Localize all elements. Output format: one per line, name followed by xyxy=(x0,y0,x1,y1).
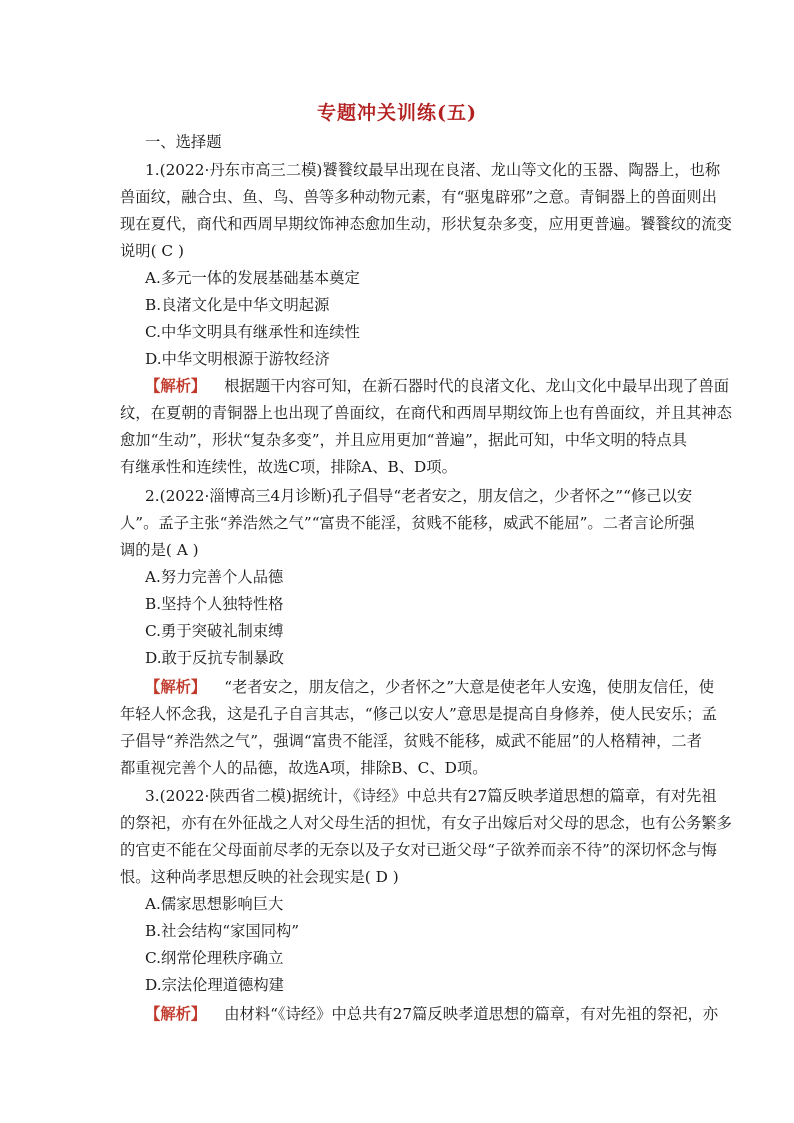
q1-stem-line: 1.(2022·丹东市高三二模)饕餮纹最早出现在良渚、龙山等文化的玉器、陶器上，也称 xyxy=(145,161,721,179)
page-title: 专题冲关训练(五) xyxy=(317,102,477,124)
q2-option: D.敢于反抗专制暴政 xyxy=(145,649,284,667)
q2-option: B.坚持个人独特性格 xyxy=(145,595,284,613)
q1-option: B.良渚文化是中华文明起源 xyxy=(145,296,330,314)
q1-option: D.中华文明根源于游牧经济 xyxy=(145,350,330,368)
q2-analysis-line xyxy=(145,677,714,697)
q1-stem-line: 兽面纹，融合虫、鱼、鸟、兽等多种动物元素，有“驱鬼辟邪”之意。青铜器上的兽面则出 xyxy=(120,188,717,206)
q2-option: C.勇于突破礼制束缚 xyxy=(145,622,284,640)
q3-stem-line: 恨。这种尚孝思想反映的社会现实是( D ) xyxy=(120,868,399,886)
q1-analysis-line xyxy=(145,376,729,396)
analysis-tag: 【 解析 】 xyxy=(145,1005,206,1023)
q3-stem-line: 的祭祀，亦有在外征战之人对父母生活的担忧，有女子出嫁后对父母的思念，也有公务繁多 xyxy=(120,814,732,832)
q3-stem-line: 的官吏不能在父母面前尽孝的无奈以及子女对已逝父母“子欲养而亲不待”的深切怀念与悔 xyxy=(120,841,717,859)
q1-option: C.中华文明具有继承性和连续性 xyxy=(145,323,360,341)
q1-option: A.多元一体的发展基础基本奠定 xyxy=(145,269,360,287)
q2-stem-line: 人”。孟子主张“养浩然之气”“富贵不能淫，贫贱不能移，威武不能屈”。二者言论所强 xyxy=(120,514,695,532)
section-heading: 一、选择题 xyxy=(145,133,222,151)
q1-analysis-line: 有继承性和连续性，故选C项，排除A、B、D项。 xyxy=(120,458,457,476)
q2-option: A.努力完善个人品德 xyxy=(145,568,284,586)
analysis-tag: 【 解析 】 xyxy=(145,678,206,696)
q2-analysis-line: 年轻人怀念我，这是孔子自言其志，“修己以安人”意思是提高自身修养，使人民安乐；孟 xyxy=(120,705,717,723)
q2-stem-line: 2.(2022·淄博高三4月诊断)孔子倡导“老者安之，朋友信之，少者怀之”“修己以安 xyxy=(145,487,693,505)
q2-analysis-text: “老者安之，朋友信之，少者怀之”大意是使老年人安逸，使朋友信任，使 xyxy=(224,678,715,696)
q3-option: A.儒家思想影响巨大 xyxy=(145,895,284,913)
q2-analysis-line: 子倡导“养浩然之气”，强调“富贵不能淫，贫贱不能移，威武不能屈”的人格精神，二者 xyxy=(120,732,702,750)
q3-stem-line: 3.(2022·陕西省二模)据统计，《诗经》中总共有27篇反映孝道思想的篇章，有对先祖 xyxy=(145,787,717,805)
q3-option: D.宗法伦理道德构建 xyxy=(145,976,284,994)
q1-analysis-text: 根据题干内容可知，在新石器时代的良渚文化、龙山文化中最早出现了兽面 xyxy=(224,377,730,395)
q1-stem-line: 现在夏代，商代和西周早期纹饰神态愈加生动，形状复杂多变，应用更普遍。饕餮纹的流变 xyxy=(120,215,732,233)
q1-analysis-line: 纹，在夏朝的青铜器上也出现了兽面纹，在商代和西周早期纹饰上也有兽面纹，并且其神态 xyxy=(120,404,732,422)
q2-analysis-line: 都重视完善个人的品德，故选A项，排除B、C、D项。 xyxy=(120,759,488,777)
q1-stem-line: 说明( C ) xyxy=(120,242,184,260)
q3-option: C.纲常伦理秩序确立 xyxy=(145,949,284,967)
q3-analysis-line xyxy=(145,1004,718,1024)
analysis-tag: 【 解析 】 xyxy=(145,377,206,395)
q2-stem-line: 调的是( A ) xyxy=(120,541,199,559)
q3-option: B.社会结构“家国同构” xyxy=(145,922,300,940)
q1-analysis-line: 愈加“生动”，形状“复杂多变”，并且应用更加“普遍”，据此可知，中华文明的特点具 xyxy=(120,431,688,449)
q3-analysis-text: 由材料“《诗经》中总共有27篇反映孝道思想的篇章，有对先祖的祭祀，亦 xyxy=(224,1005,719,1023)
